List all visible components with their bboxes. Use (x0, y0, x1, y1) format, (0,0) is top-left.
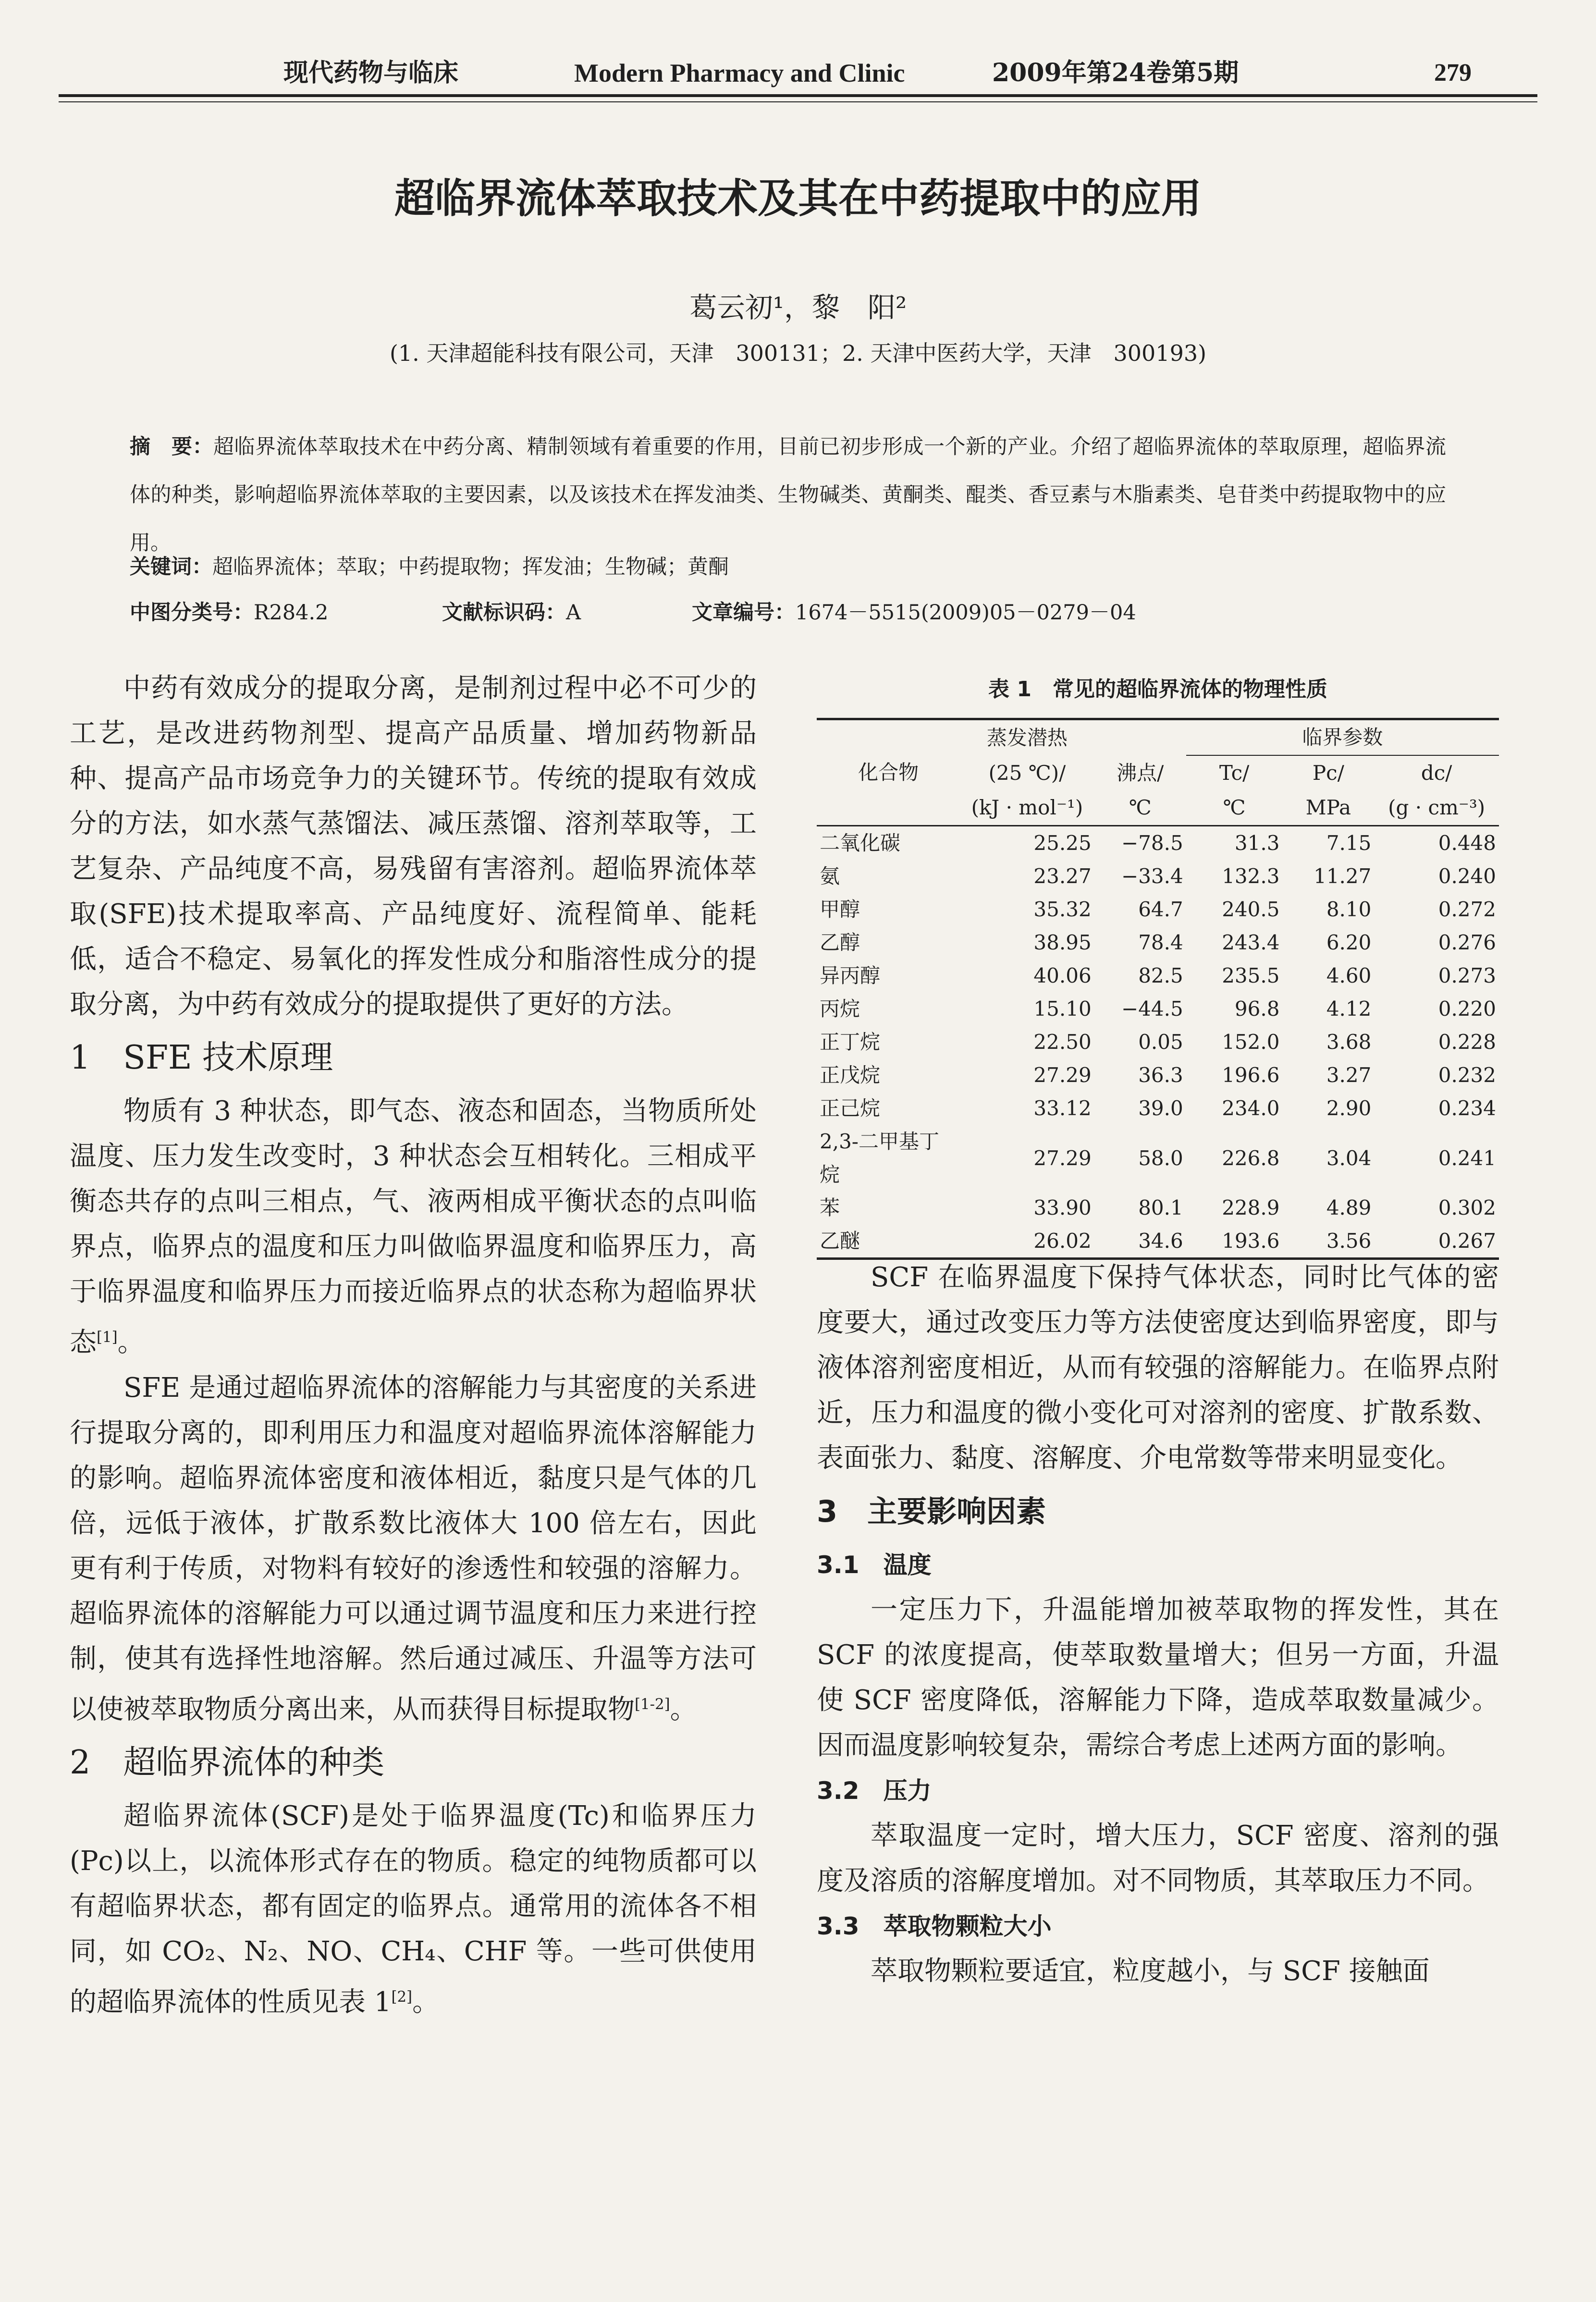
table-cell-value: 2.90 (1326, 1096, 1372, 1120)
header-rule (59, 94, 1537, 97)
table-cell-value: 3.27 (1326, 1063, 1372, 1087)
table-cell-value: 36.3 (1138, 1063, 1183, 1087)
table-cell-value: 96.8 (1234, 997, 1280, 1021)
table-cell-value: 33.90 (1033, 1196, 1092, 1219)
section-2-heading: 2 超临界流体的种类 (70, 1744, 385, 1782)
table-cell-value: 0.273 (1438, 964, 1496, 987)
table-cell-value: 0.05 (1138, 1030, 1183, 1054)
authors: 葛云初¹，黎 阳² (689, 291, 907, 324)
table-row (817, 893, 1499, 926)
page-number: 279 (1434, 59, 1472, 86)
table-cell-value: 15.10 (1033, 997, 1092, 1021)
table-cell-value: −33.4 (1121, 864, 1183, 888)
table-cell-value: 0.267 (1438, 1229, 1496, 1253)
keywords (130, 548, 729, 586)
table-row (817, 959, 1499, 992)
table-cell-value: 0.240 (1438, 864, 1496, 888)
keywords-label: 关键词： (130, 555, 212, 579)
table-cell-value: 0.232 (1438, 1063, 1496, 1087)
col-bp-unit: ℃ (1129, 796, 1152, 819)
table-cell-value: 0.228 (1438, 1030, 1496, 1054)
table-cell-value: 235.5 (1222, 964, 1280, 987)
document-code: 文献标识码：A (442, 601, 581, 625)
table-row (817, 826, 1499, 860)
table-cell-compound: 二氧化碳 (820, 831, 901, 855)
table-cell-value: 7.15 (1326, 831, 1372, 855)
keywords-text: 超临界流体；萃取；中药提取物；挥发油；生物碱；黄酮 (212, 555, 729, 579)
article-number: 文章编号：1674－5515(2009)05－0279－04 (692, 601, 1136, 625)
table-cell-value: 40.06 (1033, 964, 1092, 987)
table-cell-compound: 正己烷 (820, 1096, 881, 1120)
table-cell-value: 6.20 (1326, 931, 1372, 954)
section-3-1-paragraph: 一定压力下，升温能增加被萃取物的挥发性，其在 SCF 的浓度提高，使萃取数量增大；但另一方面，升温使 SCF 密度降低，溶解能力下降，造成萃取数量减少。因而温度影响较复杂，需综合考虑上述两方面的影响。 (817, 1594, 1499, 1761)
table-cell-compound: 异丙醇 (820, 964, 881, 987)
table-cell-value: 0.272 (1438, 898, 1496, 921)
article-title: 超临界流体萃取技术及其在中药提取中的应用 (394, 175, 1202, 222)
col-tc: Tc/ (1219, 761, 1250, 785)
section-3-2-paragraph: 萃取温度一定时，增大压力，SCF 密度、溶剂的强度及溶质的溶解度增加。对不同物质，其萃取压力不同。 (817, 1820, 1499, 1896)
abstract (130, 423, 1446, 567)
journal-name-en: Modern Pharmacy and Clinic (574, 59, 905, 87)
col-compound: 化合物 (858, 761, 919, 784)
table-cell-value: 0.220 (1438, 997, 1496, 1021)
table-cell-value: 34.6 (1138, 1229, 1183, 1253)
table-cell-value: 0.448 (1438, 831, 1496, 855)
table-cell-value: 4.60 (1326, 964, 1372, 987)
table-cell-value: 26.02 (1033, 1229, 1092, 1253)
table-cell-value: 0.276 (1438, 931, 1496, 954)
table-cell-value: 0.302 (1438, 1196, 1496, 1219)
table-row (817, 1092, 1499, 1125)
table-cell-value: 27.29 (1033, 1063, 1092, 1087)
col-heat-unit1: (25 ℃)/ (988, 761, 1066, 785)
table-cell-compound: 甲醇 (820, 898, 860, 921)
table-cell-value: 226.8 (1222, 1146, 1280, 1170)
table-cell-value: 58.0 (1138, 1146, 1183, 1170)
intro-paragraph: 中药有效成分的提取分离，是制剂过程中必不可少的工艺，是改进药物剂型、提高产品质量、增加药物新品种、提高产品市场竞争力的关键环节。传统的提取有效成分的方法，如水蒸气蒸馏法、减压蒸馏、溶剂萃取等，工艺复杂、产品纯度不高，易残留有害溶剂。超临界流体萃取(SFE)技术提取率高、产品纯度好、流程简单、能耗低，适合不稳定、易氧化的挥发性成分和脂溶性成分的提取分离，为中药有效成分的提取提供了更好的方法。 (70, 673, 757, 1020)
table-cell-value: 0.241 (1438, 1146, 1496, 1170)
header-rule-thin (59, 101, 1537, 102)
table-cell-value: 132.3 (1222, 864, 1280, 888)
right-column (817, 1255, 1499, 1994)
table-cell-value: 38.95 (1033, 931, 1092, 954)
critical-properties-table (817, 718, 1499, 1260)
table-cell-value: −44.5 (1121, 997, 1183, 1021)
table-row (817, 1191, 1499, 1224)
table-cell-value: 33.12 (1033, 1096, 1092, 1120)
col-dc-unit: (g · cm⁻³) (1388, 796, 1486, 819)
table-cell-value: 3.56 (1326, 1229, 1372, 1253)
table-cell-value: 82.5 (1138, 964, 1183, 987)
table-row (817, 926, 1499, 959)
table-cell-value: 27.29 (1033, 1146, 1092, 1170)
col-pc-unit: MPa (1305, 796, 1351, 819)
table-caption: 表 1 常见的超临界流体的物理性质 (988, 677, 1327, 702)
table-cell-value: 25.25 (1033, 831, 1092, 855)
clc-number: 中图分类号：R284.2 (130, 601, 329, 625)
section-2-paragraph-1: 超临界流体(SCF)是处于临界温度(Tc)和临界压力(Pc)以上，以流体形式存在的物质。稳定的纯物质都可以有超临界状态，都有固定的临界点。通常用的流体各不相同，如 CO₂、N₂、NO、CH₄、CHF 等。一些可供使用的超临界流体的性质见表 1[2]。 (70, 1800, 757, 2018)
scf-paragraph: SCF 在临界温度下保持气体状态，同时比气体的密度要大，通过改变压力等方法使密度达到临界密度，即与液体溶剂密度相近，从而有较强的溶解能力。在临界点附近，压力和温度的微小变化可对溶剂的密度、扩散系数、表面张力、黏度、溶解度、介电常数等带来明显变化。 (817, 1262, 1499, 1474)
table-cell-value: 80.1 (1138, 1196, 1183, 1219)
col-heat: 蒸发潜热 (986, 726, 1068, 750)
table-cell-value: 78.4 (1138, 931, 1183, 954)
table-row (817, 860, 1499, 893)
col-dc: dc/ (1421, 761, 1452, 785)
table-cell-value: 243.4 (1222, 931, 1280, 954)
table-cell-value: 3.68 (1326, 1030, 1372, 1054)
table-row (817, 1224, 1499, 1259)
section-3-1-heading: 3.1 温度 (817, 1551, 932, 1579)
table-cell-value: 23.27 (1033, 864, 1092, 888)
table-cell-value: 39.0 (1138, 1096, 1183, 1120)
table-cell-value: 64.7 (1138, 898, 1183, 921)
table-cell-value: 0.234 (1438, 1096, 1496, 1120)
section-1-heading: 1 SFE 技术原理 (70, 1039, 333, 1077)
table-cell-value: 3.04 (1326, 1146, 1372, 1170)
table-cell-compound: 丙烷 (820, 997, 860, 1021)
table-cell-value: 11.27 (1314, 864, 1372, 888)
table-cell-compound: 氨 (820, 864, 840, 888)
table-cell-value: 240.5 (1222, 898, 1280, 921)
table-row (817, 1059, 1499, 1092)
table-cell-value: 4.89 (1326, 1196, 1372, 1219)
abstract-label: 摘 要： (130, 435, 213, 459)
section-3-2-heading: 3.2 压力 (817, 1777, 932, 1805)
table-cell-compound: 正戊烷 (820, 1063, 881, 1087)
section-3-3-heading: 3.3 萃取物颗粒大小 (817, 1912, 1052, 1940)
table-cell-value: 152.0 (1222, 1030, 1280, 1054)
col-tc-unit: ℃ (1223, 796, 1246, 819)
table-cell-value: 228.9 (1222, 1196, 1280, 1219)
table-cell-value: 193.6 (1222, 1229, 1280, 1253)
table-cell-value: 8.10 (1326, 898, 1372, 921)
table-cell-value: 4.12 (1326, 997, 1372, 1021)
col-heat-unit2: (kJ · mol⁻¹) (971, 796, 1083, 819)
col-bp: 沸点/ (1117, 761, 1164, 785)
table-cell-value: 196.6 (1222, 1063, 1280, 1087)
table-cell-value: 234.0 (1222, 1096, 1280, 1120)
section-3-heading: 3 主要影响因素 (817, 1494, 1046, 1529)
table-cell-value: 35.32 (1033, 898, 1092, 921)
table-cell-value: −78.5 (1121, 831, 1183, 855)
section-3-3-paragraph: 萃取物颗粒要适宜，粒度越小，与 SCF 接触面 (871, 1956, 1430, 1987)
section-1-paragraph-1: 物质有 3 种状态，即气态、液态和固态，当物质所处温度、压力发生改变时，3 种状态会互相转化。三相成平衡态共存的点叫三相点，气、液两相成平衡状态的点叫临界点，临界点的温度和压力叫做临界温度和临界压力，高于临界温度和临界压力而接近临界点的状态称为超临界状态[1]。 (70, 1096, 757, 1358)
table-cell-value: 31.3 (1234, 831, 1280, 855)
table-cell-compound: 2,3-二甲基丁烷 (820, 1130, 939, 1186)
section-1-paragraph-2: SFE 是通过超临界流体的溶解能力与其密度的关系进行提取分离的，即利用压力和温度对超临界流体溶解能力的影响。超临界流体密度和液体相近，黏度只是气体的几倍，远低于液体，扩散系数比液体大 100 倍左右，因此更有利于传质，对物料有较好的渗透性和较强的溶解力。超临界流体的溶解能力可以通过调节温度和压力来进行控制，使其有选择性地溶解。然后通过减压、升温等方法可以使被萃取物质分离出来，从而获得目标提取物[1-2]。 (70, 1372, 757, 1725)
table-row (817, 1025, 1499, 1059)
affiliations: (1. 天津超能科技有限公司，天津 300131；2. 天津中医药大学，天津 300193) (389, 340, 1207, 366)
table-cell-compound: 乙醇 (820, 931, 860, 954)
table-cell-compound: 苯 (820, 1196, 840, 1219)
col-critical-params: 临界参数 (1186, 719, 1499, 756)
left-column (70, 666, 757, 2025)
table-cell-compound: 乙醚 (820, 1229, 860, 1253)
table-cell-compound: 正丁烷 (820, 1030, 881, 1054)
table-row (817, 992, 1499, 1025)
table-cell-value: 22.50 (1033, 1030, 1092, 1054)
table-row (817, 1125, 1499, 1191)
abstract-text: 超临界流体萃取技术在中药分离、精制领域有着重要的作用，目前已初步形成一个新的产业。介绍了超临界流体的萃取原理，超临界流体的种类，影响超临界流体萃取的主要因素，以及该技术在挥发油类、生物碱类、黄酮类、醌类、香豆素与木脂素类、皂苷类中药提取物中的应用。 (130, 435, 1446, 555)
journal-name-cn: 现代药物与临床 (283, 58, 459, 87)
col-pc: Pc/ (1312, 761, 1344, 785)
issue-info: 2009年第24卷第5期 (992, 58, 1239, 87)
